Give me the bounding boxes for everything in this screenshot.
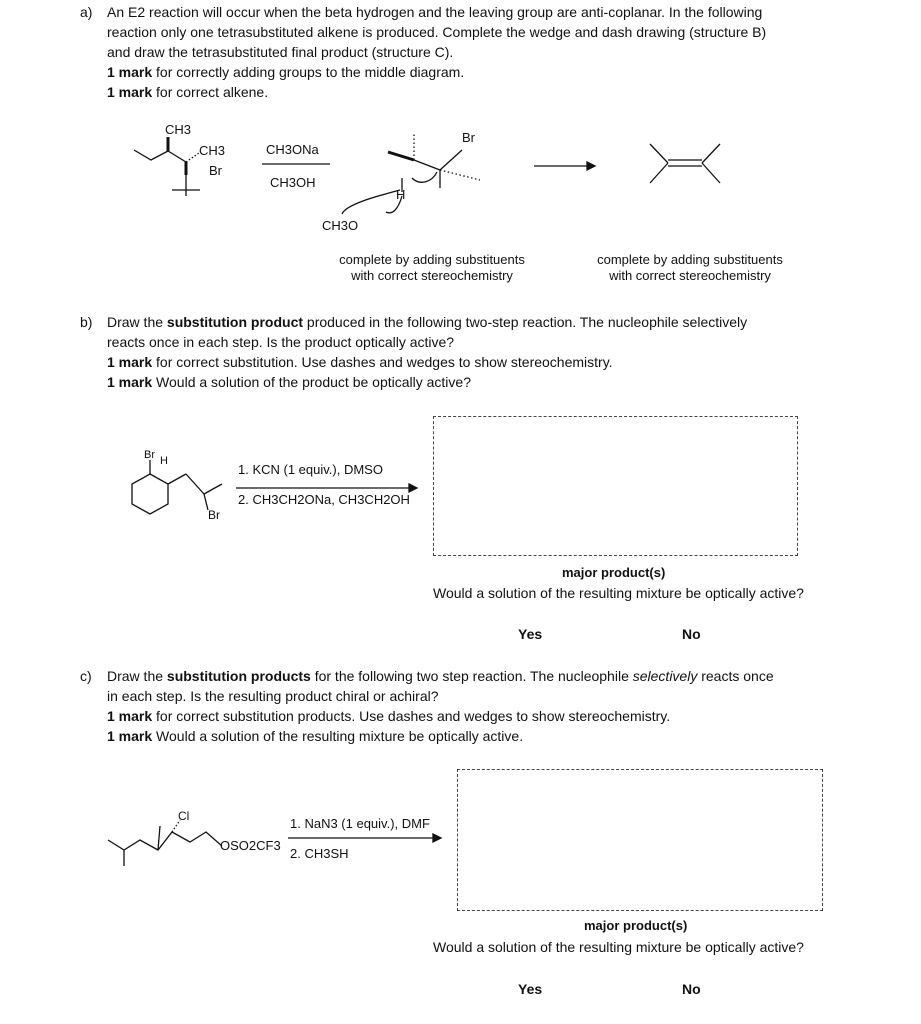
part-b-no-option[interactable]: No <box>682 626 701 642</box>
part-c-mark-2: 1 mark Would a solution of the resulting mixture be optically active. <box>107 728 524 744</box>
part-c-line-2: in each step. Is the resulting product chiral or achiral? <box>107 688 439 704</box>
part-a-line-3: and draw the tetrasubstituted final product (structure C). <box>107 44 454 60</box>
part-a-br-middle: Br <box>462 130 475 145</box>
part-b-mark-2: 1 mark Would a solution of the product be optically active? <box>107 374 471 390</box>
part-b-question <box>80 312 900 396</box>
part-c-optical-question: Would a solution of the resulting mixture be optically active? <box>433 939 804 955</box>
part-b-mark-1: 1 mark for correct substitution. Use dashes and wedges to show stereochemistry. <box>107 354 613 370</box>
part-a-line-1: An E2 reaction will occur when the beta hydrogen and the leaving group are anti-coplanar. In the following <box>107 4 763 20</box>
part-c-answer-box[interactable] <box>457 769 823 911</box>
part-c-label: c) <box>80 668 92 684</box>
part-a-caption-b: complete by adding substituents with correct stereochemistry <box>339 252 525 283</box>
part-b-step-1: 1. KCN (1 equiv.), DMSO <box>238 462 383 477</box>
part-b-line-2: reacts once in each step. Is the product optically active? <box>107 334 455 350</box>
part-b-major-label: major product(s) <box>562 565 666 580</box>
part-c-step-2: 2. CH3SH <box>290 846 349 861</box>
part-a-caption-c: complete by adding substituents with correct stereochemistry <box>597 252 783 283</box>
part-c-line-1: Draw the substitution products for the following two step reaction. The nucleophile selectively reacts once <box>107 668 774 684</box>
part-a-reagent-bottom: CH3OH <box>270 175 316 190</box>
part-c-step-1: 1. NaN3 (1 equiv.), DMF <box>290 816 430 831</box>
part-c-cl: Cl <box>178 809 190 823</box>
part-b-h-top: H <box>160 455 168 467</box>
part-b-answer-box[interactable] <box>433 416 798 556</box>
part-a-ch3-top: CH3 <box>165 122 192 137</box>
part-a-mark-1: 1 mark for correctly adding groups to the middle diagram. <box>107 64 465 80</box>
part-a-mark-2: 1 mark for correct alkene. <box>107 84 269 100</box>
part-c-mark-1: 1 mark for correct substitution products. Use dashes and wedges to show stereochemistry. <box>107 708 671 724</box>
part-b-br-top: Br <box>144 449 155 461</box>
part-b-br-bottom: Br <box>208 508 220 522</box>
part-a-reagent-top: CH3ONa <box>266 142 319 157</box>
part-a-label: a) <box>80 4 93 20</box>
part-a-methoxide: CH3O <box>322 218 359 233</box>
part-a-h-middle: H <box>396 187 406 202</box>
part-c-major-label: major product(s) <box>584 918 688 933</box>
part-c-leaving-group: OSO2CF3 <box>220 838 281 853</box>
part-c-no-option[interactable]: No <box>682 981 701 997</box>
part-c-question <box>80 666 900 750</box>
part-c-yes-option[interactable]: Yes <box>518 981 543 997</box>
part-a-br-left: Br <box>209 163 222 178</box>
part-b-label: b) <box>80 314 93 330</box>
part-b-line-1: Draw the substitution product produced in the following two-step reaction. The nucleophile selectively <box>107 314 748 330</box>
part-a-ch3-right: CH3 <box>199 143 226 158</box>
part-b-optical-question: Would a solution of the resulting mixture be optically active? <box>433 585 804 601</box>
part-a-question <box>80 2 900 102</box>
part-b-step-2: 2. CH3CH2ONa, CH3CH2OH <box>238 492 410 507</box>
part-b-yes-option[interactable]: Yes <box>518 626 543 642</box>
part-a-line-2: reaction only one tetrasubstituted alkene is produced. Complete the wedge and dash drawing (structure B) <box>107 24 767 40</box>
